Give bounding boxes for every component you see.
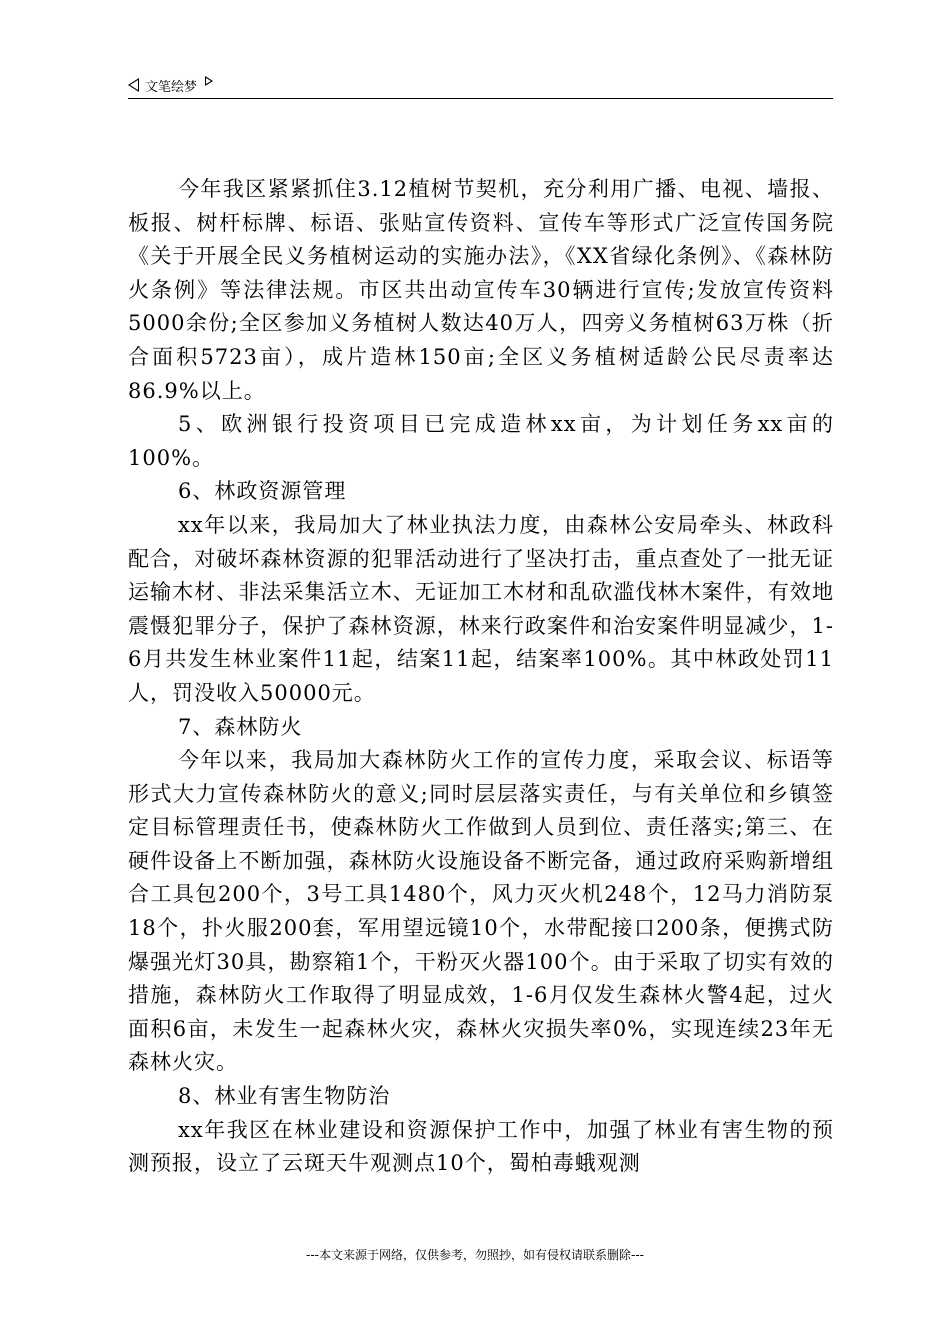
- paragraph-pest-control: xx年我区在林业建设和资源保护工作中，加强了林业有害生物的预测预报，设立了云斑天牛观测点10个，蜀柏毒蛾观测: [128, 1117, 834, 1176]
- triangle-right-icon: [205, 76, 213, 86]
- paragraph-forest-resources: xx年以来，我局加大了林业执法力度，由森林公安局牵头、林政科配合，对破坏森林资源的犯罪活动进行了坚决打击，重点查处了一批无证运输木材、非法采集活立木、无证加工木材和乱砍滥伐林木案件，有效地震慑犯罪分子，保护了森林资源，林来行政案件和治安案件明显减少，1-6月共发生林业案件11起，结案11起，结案率100%。其中林政处罚11人，罚没收入50000元。: [128, 512, 834, 705]
- section-heading-forest-resources: 6、林政资源管理: [178, 479, 347, 504]
- page-footer: ---本文来源于网络，仅供参考，勿照抄，如有侵权请联系删除---: [306, 1248, 644, 1262]
- section-heading-pest-control: 8、林业有害生物防治: [178, 1084, 391, 1109]
- document-body: [128, 173, 834, 1181]
- paragraph-publicity: 今年我区紧紧抓住3.12植树节契机，充分利用广播、电视、墙报、板报、树杆标牌、标语、张贴宣传资料、宣传车等形式广泛宣传国务院《关于开展全民义务植树运动的实施办法》，《XX省绿化条例》、《森林防火条例》等法律法规。市区共出动宣传车30辆进行宣传;发放宣传资料5000余份;全区参加义务植树人数达40万人，四旁义务植树63万株（折合面积5723亩），成片造林150亩;全区义务植树适龄公民尽责率达86.9%以上。: [128, 177, 834, 403]
- header-title: 文笔绘梦: [145, 79, 198, 95]
- triangle-left-icon: [128, 78, 139, 92]
- page-header: [128, 74, 833, 99]
- section-heading-fire-prevention: 7、森林防火: [178, 714, 303, 739]
- paragraph-eib-project: 5、欧洲银行投资项目已完成造林xx亩，为计划任务xx亩的100%。: [128, 412, 834, 470]
- paragraph-fire-prevention: 今年以来，我局加大森林防火工作的宣传力度，采取会议、标语等形式大力宣传森林防火的意义;同时层层落实责任，与有关单位和乡镇签定目标管理责任书，使森林防火工作做到人员到位、责任落实;第三、在硬件设备上不断加强，森林防火设施设备不断完备，通过政府采购新增组合工具包200个，3号工具1480个，风力灭火机248个，12马力消防泵18个，扑火服200套，军用望远镜10个，水带配接口200条，便携式防爆强光灯30具，勘察箱1个，干粉灭火器100个。由于采取了切实有效的措施，森林防火工作取得了明显成效，1-6月仅发生森林火警4起，过火面积6亩，未发生一起森林火灾，森林火灾损失率0%，实现连续23年无森林火灾。: [128, 748, 834, 1075]
